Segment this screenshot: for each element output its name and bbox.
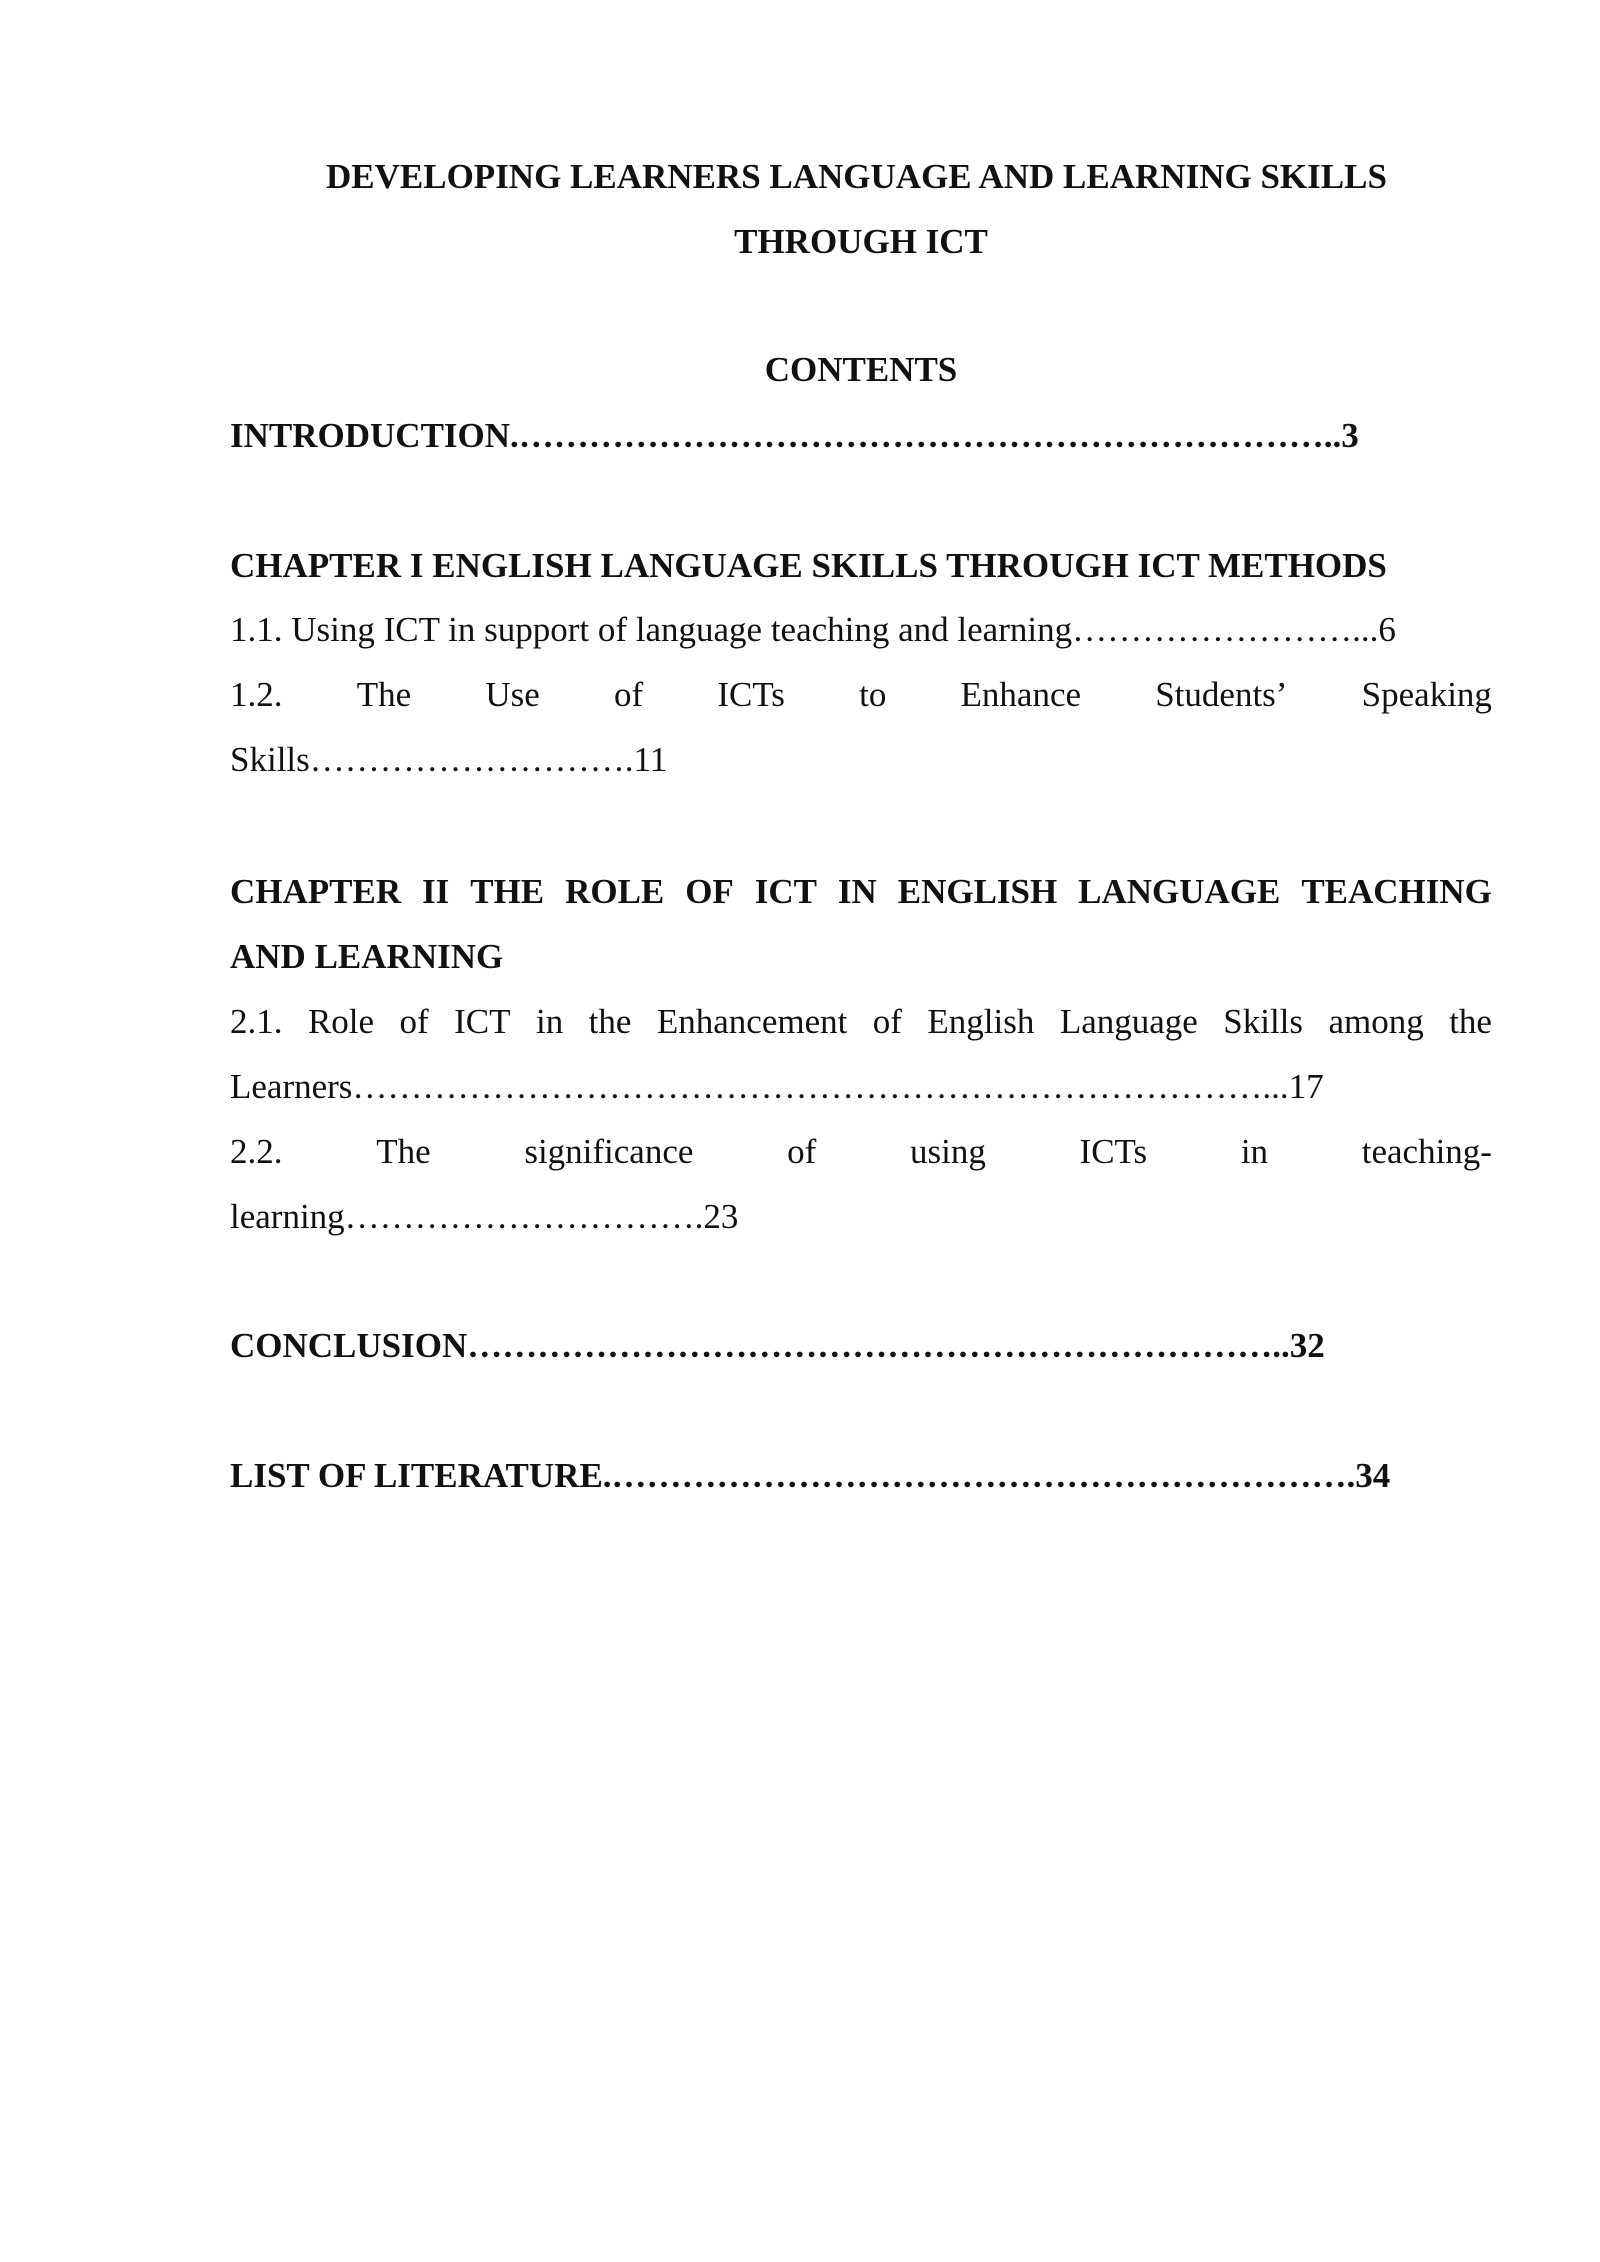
chapter-2-heading-continued: AND LEARNING (230, 937, 504, 976)
toc-entry-2-2-continued: learning………………………….23 (230, 1197, 739, 1236)
chapter-2-heading (230, 870, 1492, 914)
toc-word: 2.2. (230, 1132, 283, 1171)
toc-word: to (859, 675, 887, 714)
toc-word: The (376, 1132, 431, 1171)
toc-entry-2-2 (230, 1130, 1492, 1174)
heading-word: ICT (754, 872, 817, 911)
document-page (230, 0, 1492, 2262)
toc-entry-1-2 (230, 673, 1492, 717)
heading-word: LANGUAGE (1078, 872, 1281, 911)
toc-word: The (356, 675, 412, 714)
toc-entry-literature: LIST OF LITERATURE.……………………………………………………….34 (230, 1456, 1391, 1495)
chapter-1-heading: CHAPTER I ENGLISH LANGUAGE SKILLS THROUGH ICT METHODS (230, 546, 1387, 585)
toc-entry-1-1: 1.1. Using ICT in support of language teaching and learning……………………...6 (230, 610, 1396, 649)
toc-word: of (399, 1002, 429, 1041)
heading-word: II (422, 872, 450, 911)
heading-word: IN (837, 872, 877, 911)
heading-word: THE (470, 872, 545, 911)
toc-word: of (787, 1132, 817, 1171)
toc-word: using (909, 1132, 986, 1171)
toc-word: Role (307, 1002, 375, 1041)
toc-entry-introduction: INTRODUCTION.……………………………………………………………..3 (230, 416, 1359, 455)
toc-word: Skills (1223, 1002, 1304, 1041)
document-title-line-2: THROUGH ICT (734, 222, 988, 261)
heading-word: OF (685, 872, 734, 911)
heading-word: ROLE (565, 872, 665, 911)
toc-word: among (1328, 1002, 1424, 1041)
heading-word: ENGLISH (897, 872, 1058, 911)
toc-word: ICT (454, 1002, 511, 1041)
toc-word: in (1240, 1132, 1269, 1171)
toc-word: 2.1. (230, 1002, 283, 1041)
contents-heading: CONTENTS (764, 350, 958, 389)
toc-entry-1-2-continued: Skills……………………….11 (230, 740, 668, 779)
toc-word: ICTs (1079, 1132, 1148, 1171)
toc-word: the (588, 1002, 632, 1041)
toc-word: Students’ (1155, 675, 1288, 714)
toc-word: English (927, 1002, 1035, 1041)
toc-word: of (872, 1002, 902, 1041)
toc-word: ICTs (717, 675, 785, 714)
toc-entry-conclusion: CONCLUSION……………………………………………………………..32 (230, 1326, 1325, 1365)
toc-word: Language (1059, 1002, 1198, 1041)
toc-word: Enhance (960, 675, 1082, 714)
document-title-line-1: DEVELOPING LEARNERS LANGUAGE AND LEARNING SKILLS (326, 157, 1387, 196)
heading-word: TEACHING (1301, 872, 1492, 911)
toc-word: 1.2. (230, 675, 283, 714)
toc-entry-2-1 (230, 1000, 1492, 1044)
toc-word: the (1449, 1002, 1492, 1041)
toc-word: of (613, 675, 644, 714)
toc-entry-2-1-continued: Learners……………………………………………………………………...17 (230, 1067, 1324, 1106)
toc-word: Enhancement (656, 1002, 848, 1041)
toc-word: in (535, 1002, 564, 1041)
heading-word: CHAPTER (230, 872, 402, 911)
toc-word: teaching- (1361, 1132, 1492, 1171)
toc-word: significance (524, 1132, 694, 1171)
toc-word: Use (485, 675, 540, 714)
toc-word: Speaking (1361, 675, 1492, 714)
